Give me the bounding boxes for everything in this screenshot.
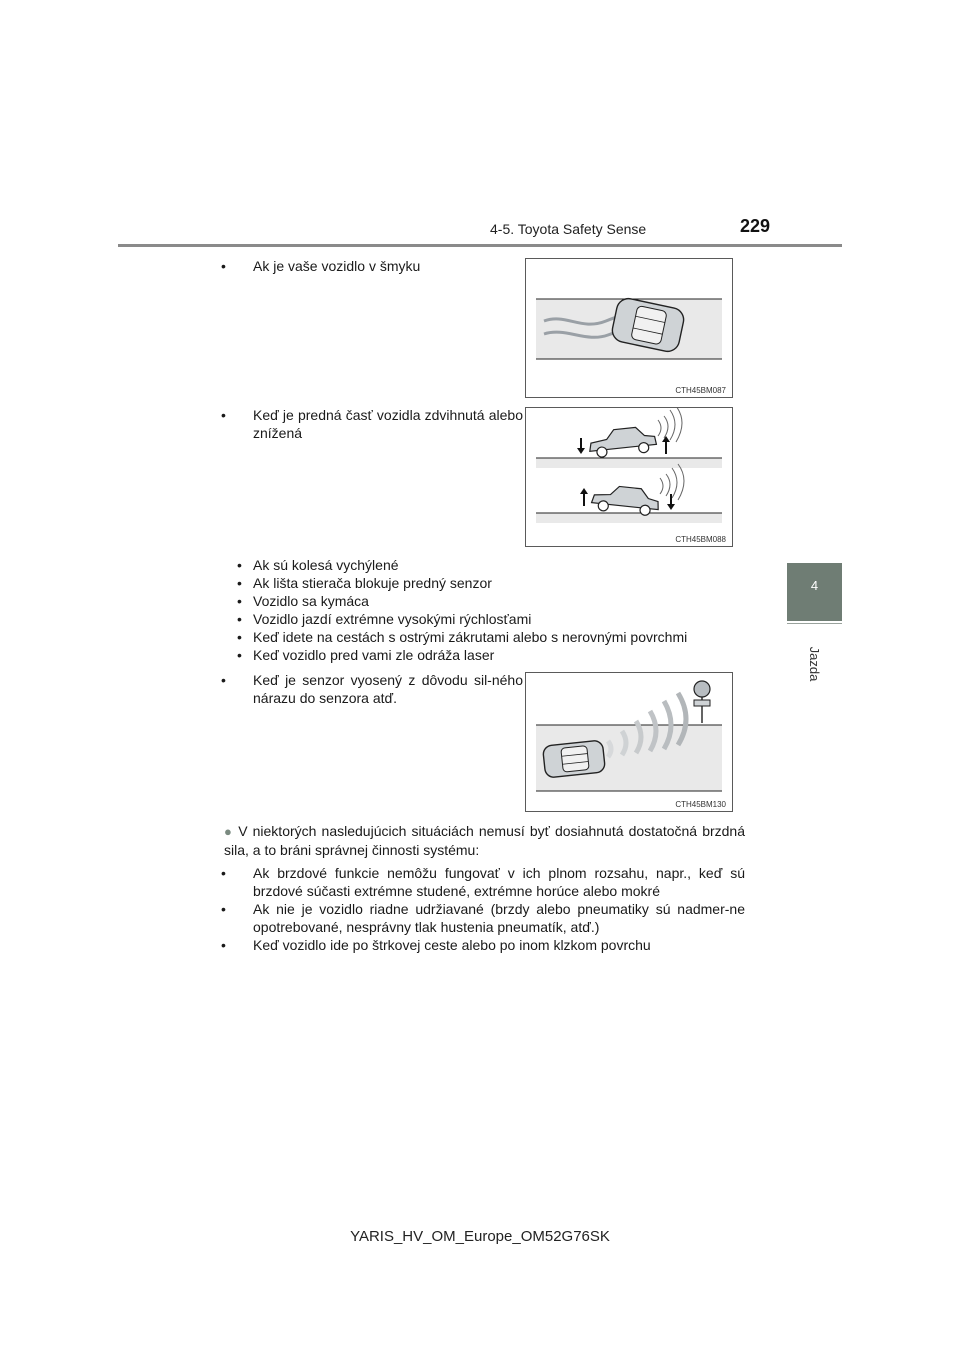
- note-text: V niektorých nasledujúcich situáciách nemusí byť dosiahnutá dostatočná brzdná sila, a to bráni správnej činnosti systému:: [224, 823, 746, 858]
- note-bullet-list: [221, 864, 745, 954]
- list-item: • Vozidlo sa kymáca: [237, 593, 369, 609]
- bullet-front-raised: • Keď je predná časť vozidla zdvihnutá alebo znížená: [221, 407, 523, 441]
- figure-front-raised: [525, 407, 733, 547]
- figure-code: CTH45BM087: [675, 386, 726, 395]
- section-title: 4-5. Toyota Safety Sense: [490, 221, 647, 237]
- bullet-dot: •: [221, 407, 226, 423]
- skidding-car-icon: [526, 259, 732, 397]
- chapter-label: Jazda: [807, 646, 822, 682]
- note-paragraph: [224, 822, 745, 860]
- list-item: • Keď idete na cestách s ostrými zákrutami alebo s nerovnými povrchmi: [237, 629, 688, 645]
- list-item: • Ak lišta stierača blokuje predný senzor: [237, 575, 492, 591]
- chapter-number: 4: [810, 578, 819, 593]
- list-item: • Keď vozidlo pred vami zle odráža laser: [237, 647, 495, 663]
- header-divider: [118, 244, 842, 247]
- list-item: • Ak brzdové funkcie nemôžu fungovať v ich plnom rozsahu, napr., keď sú brzdové súčasti extrémne studené, extrémne horúce alebo mokré: [221, 865, 745, 899]
- chapter-tab-divider: [787, 623, 842, 624]
- page-number: 229: [740, 216, 771, 236]
- sensor-misaligned-icon: [526, 673, 732, 811]
- note-marker-icon: ●: [224, 824, 234, 839]
- bullet-skid: • Ak je vaše vozidlo v šmyku: [221, 258, 421, 274]
- list-item: • Ak nie je vozidlo riadne udržiavané (brzdy alebo pneumatiky sú nadmer-ne opotrebované, nesprávny tlak hustenia pneumatík, atď.): [221, 901, 745, 935]
- list-item: • Keď vozidlo ide po štrkovej ceste alebo po inom klzkom povrchu: [221, 937, 651, 953]
- figure-code: CTH45BM130: [675, 800, 726, 809]
- list-item: • Vozidlo jazdí extrémne vysokými rýchlosťami: [237, 611, 532, 627]
- raised-lowered-car-icon: [526, 408, 732, 546]
- list-item: • Ak sú kolesá vychýlené: [237, 557, 399, 573]
- figure-code: CTH45BM088: [675, 535, 726, 544]
- bullet-sensor-misaligned: • Keď je senzor vyosený z dôvodu sil-ného nárazu do senzora atď.: [221, 672, 523, 706]
- bullet-dot: •: [221, 672, 226, 688]
- figure-skid: [525, 258, 733, 398]
- bullet-dot: •: [221, 258, 226, 274]
- figure-sensor-misaligned: [525, 672, 733, 812]
- document-id: YARIS_HV_OM_Europe_OM52G76SK: [350, 1228, 610, 1245]
- conditions-list: [237, 556, 777, 664]
